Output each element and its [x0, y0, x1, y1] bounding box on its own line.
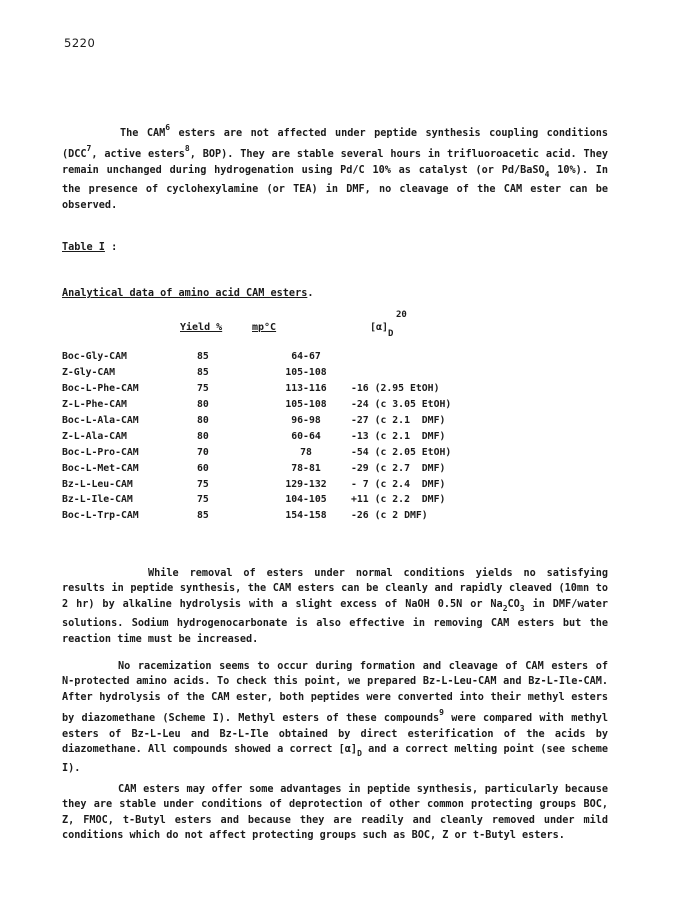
paragraph-coupling-stability: The CAM$^6$ esters are not affected under peptide synthesis coupling conditions (DCC$^7$, active esters$^8$, BOP). They are stable several hours in trifluoroacetic acid. They remain unchanged during hydrogenation using Pd/C 10% as catalyst (or Pd/BaSO$_4$ 10%). In the presence of cyclohexylamine (or TEA) in DMF, no cleavage of the CAM ester can be observed. [62, 123, 609, 211]
compound-name: Z-L-Phe-CAM [62, 399, 127, 411]
table-row [62, 508, 451, 524]
optical-rotation: -16 (2.95 EtOH) [351, 383, 440, 395]
compound-name: Z-L-Ala-CAM [62, 430, 127, 442]
compound-name: Boc-L-Met-CAM [62, 462, 139, 474]
melting-point: 105-108 [285, 399, 327, 411]
optical-rotation: +11 (c 2.2 DMF) [351, 494, 446, 506]
optical-rotation: -24 (c 3.05 EtOH) [351, 399, 452, 411]
optical-rotation: -29 (c 2.7 DMF) [351, 462, 446, 474]
optical-rotation: -13 (c 2.1 DMF) [351, 430, 446, 442]
table-row [62, 349, 451, 365]
melting-point: 78-81 [291, 462, 321, 474]
column-header-alpha: [α] 20 D [370, 310, 407, 339]
yield-value: 80 [197, 399, 209, 411]
compound-name: Boc-L-Trp-CAM [62, 510, 139, 522]
ref-8: 8 [184, 144, 190, 154]
melting-point: 60-64 [291, 430, 321, 442]
yield-value: 80 [197, 415, 209, 426]
compound-name: Boc-Gly-CAM [62, 351, 127, 363]
yield-value: 60 [197, 462, 209, 474]
yield-value: 85 [197, 351, 209, 363]
optical-rotation: -54 (c 2.05 EtOH) [351, 446, 452, 458]
page-number: 5220 [64, 36, 96, 50]
yield-value: 75 [197, 494, 209, 506]
yield-value: 75 [197, 478, 209, 490]
subscript-4: 4 [544, 169, 550, 179]
column-header-mp: mp°C [252, 322, 277, 333]
paragraph-advantages: CAM esters may offer some advantages in peptide synthesis, particularly because they are stable under conditions of deprotection of other common protecting groups BOC, Z, FMOC, t-Butyl esters and because they are readily and cleanly removed under mild conditions which do not affect protecting groups such as BOC, Z or t-Butyl esters. [62, 784, 608, 842]
compound-name: Bz-L-Ile-CAM [62, 494, 133, 506]
ref-7: 7 [86, 144, 92, 154]
compound-name: Bz-L-Leu-CAM [62, 478, 133, 490]
yield-value: 85 [197, 510, 209, 522]
table-row [62, 492, 451, 508]
optical-rotation [351, 349, 451, 365]
paragraph-racemization: No racemization seems to occur during formation and cleavage of CAM esters of N-protected amino acids. To check this point, we prepared Bz-L-Leu-CAM and Bz-L-Ile-CAM. After hydrolysis of the CAM ester, both peptides were converted into their methyl esters by diazomethane (Scheme I). Methyl esters of these compounds$^9$ were compared with methyl esters of Bz-L-Leu and Bz-L-Ile obtained by direct esterification of the acids by diazomethane. All compounds showed a correct $[\alpha]_D$ and a correct melting point (see scheme I). [62, 661, 608, 775]
optical-rotation: -26 (c 2 DMF) [351, 510, 428, 522]
table-row [62, 444, 451, 460]
ref-6: 6 [165, 123, 171, 132]
table-row [62, 397, 451, 413]
table-row [62, 413, 451, 429]
table-caption: Analytical data of amino acid CAM esters. [62, 288, 314, 299]
table-row [62, 428, 451, 444]
paragraph-cleavage: While removal of esters under normal conditions yields no satisfying results in peptide synthesis, the CAM esters can be cleanly and rapidly cleaved (10mn to 2 hr) by alkaline hydrolysis with a slight excess of NaOH 0.5N or $Na_2CO_3$ in DMF/water solutions. Sodium hydrogenocarbonate is also effective in removing CAM esters but the reaction time must be increased. [62, 568, 608, 645]
melting-point: 96-98 [291, 415, 321, 426]
melting-point: 113-116 [285, 383, 327, 395]
table-row [62, 476, 451, 492]
table-row [62, 365, 451, 381]
melting-point: 154-158 [285, 510, 327, 522]
optical-rotation: -27 (c 2.1 DMF) [351, 415, 446, 426]
melting-point: 78 [300, 446, 312, 458]
melting-point: 64-67 [291, 351, 321, 363]
optical-rotation: - 7 (c 2.4 DMF) [351, 478, 446, 490]
compound-name: Z-Gly-CAM [62, 367, 116, 379]
melting-point: 105-108 [285, 367, 327, 379]
yield-value: 70 [197, 446, 209, 458]
melting-point: 129-132 [285, 478, 327, 490]
yield-value: 75 [197, 383, 209, 395]
column-header-yield: Yield % [180, 322, 223, 333]
optical-rotation [351, 365, 451, 381]
melting-point: 104-105 [285, 494, 327, 506]
yield-value: 85 [197, 367, 209, 379]
table-row [62, 460, 451, 476]
table-label: Table I : [62, 242, 118, 253]
yield-value: 80 [197, 430, 209, 442]
compound-name: Boc-L-Phe-CAM [62, 383, 139, 395]
compound-name: Boc-L-Ala-CAM [62, 415, 139, 426]
cam-esters-table [62, 349, 451, 524]
compound-name: Boc-L-Pro-CAM [62, 446, 139, 458]
table-row [62, 381, 451, 397]
